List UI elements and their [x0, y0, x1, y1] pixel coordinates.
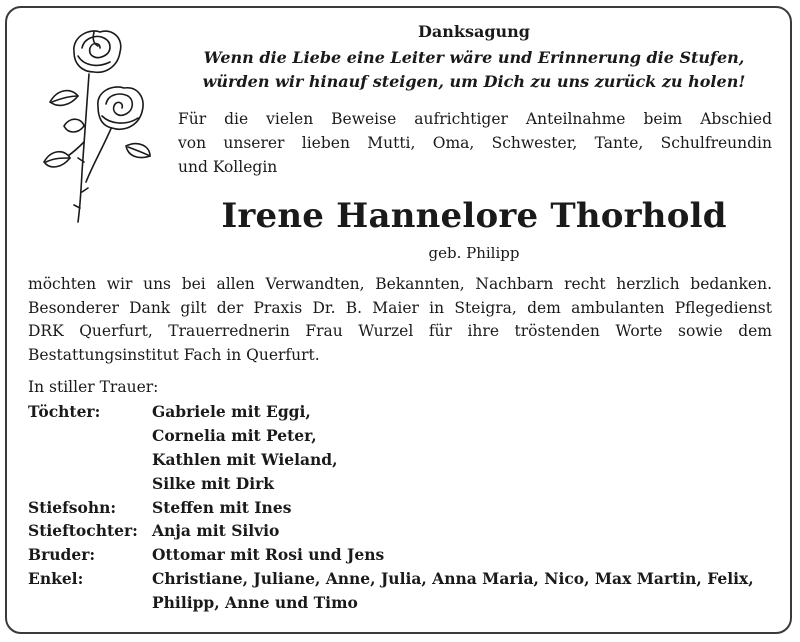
body-line: möchten wir uns bei allen Verwandten, Bekannten, Nachbarn recht herzlich bedanken. [28, 275, 772, 293]
intro-line: Für die vielen Beweise aufrichtiger Anteilnahme beim Abschied [178, 110, 772, 128]
relative-names: Anja mit Silvio [152, 521, 280, 541]
relative-row [28, 498, 788, 522]
relation-label: Stieftochter: [28, 521, 138, 541]
relative-row [28, 402, 788, 426]
thanks-paragraph [28, 273, 772, 367]
relative-names: Kathlen mit Wieland, [152, 449, 338, 469]
body-line: Bestattungsinstitut Fach in Querfurt. [28, 345, 320, 364]
relative-names: Cornelia mit Peter, [152, 425, 317, 445]
relatives-list [28, 402, 788, 617]
relative-row [28, 474, 788, 498]
quote-line: würden wir hinauf steigen, um Dich zu uns zurück zu holen! [202, 72, 746, 91]
relative-names: Philipp, Anne und Timo [152, 593, 358, 613]
notice-title: Danksagung [418, 22, 530, 41]
relation-label: Töchter: [28, 402, 101, 421]
intro-line: von unserer lieben Mutti, Oma, Schwester, Tante, Schulfreundin [178, 134, 772, 152]
relative-names: Steffen mit Ines [152, 497, 292, 517]
relation-label: Enkel: [28, 569, 84, 589]
relative-row [28, 450, 788, 474]
quote-line: Wenn die Liebe eine Leiter wäre und Erinnerung die Stufen, [203, 48, 745, 67]
relative-row [28, 426, 788, 450]
relative-row [28, 545, 788, 569]
relative-names: Gabriele mit Eggi, [152, 402, 311, 421]
intro-line: und Kollegin [178, 158, 278, 176]
relative-names: Silke mit Dirk [152, 473, 275, 493]
relation-label: Bruder: [28, 545, 96, 565]
intro-paragraph [178, 107, 772, 179]
relative-names: Ottomar mit Rosi und Jens [152, 545, 385, 565]
relative-row [28, 521, 788, 545]
relation-label: Stiefsohn: [28, 497, 117, 517]
relative-row [28, 569, 788, 593]
relative-row [28, 593, 788, 617]
mourning-line: In stiller Trauer: [28, 378, 159, 396]
deceased-name: Irene Hannelore Thorhold [221, 196, 727, 236]
body-line: DRK Querfurt, Trauerrednerin Frau Wurzel für ihre tröstenden Worte sowie dem [28, 322, 772, 340]
rose-icon [34, 22, 154, 227]
relative-names: Christiane, Juliane, Anne, Julia, Anna Maria, Nico, Max Martin, Felix, [152, 569, 754, 589]
body-line: Besonderer Dank gilt der Praxis Dr. B. Maier in Steigra, dem ambulanten Pflegedienst [28, 298, 772, 317]
birth-name: geb. Philipp [428, 244, 520, 262]
